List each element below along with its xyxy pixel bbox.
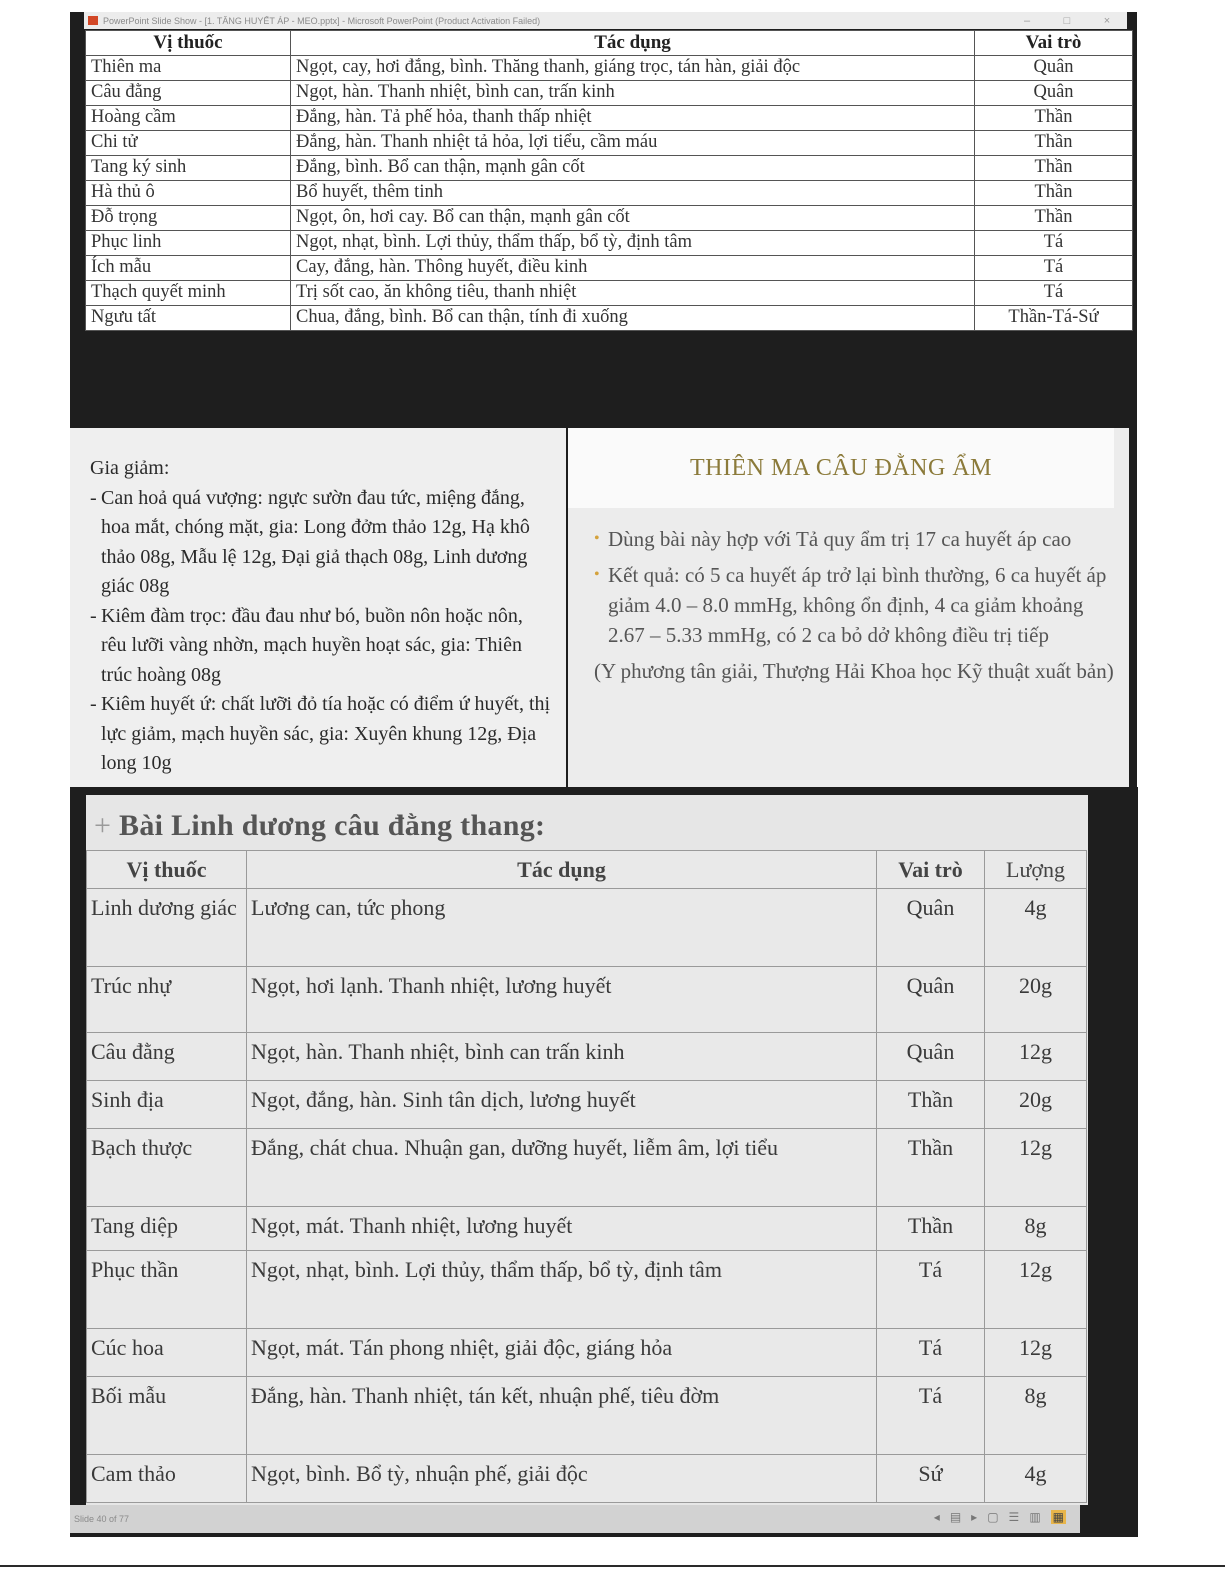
herb-role: Tá bbox=[877, 1377, 985, 1455]
herb-role: Thần bbox=[975, 131, 1133, 156]
herb-name: Ích mẫu bbox=[86, 256, 291, 281]
herb-role: Tá bbox=[975, 281, 1133, 306]
header-effect: Tác dụng bbox=[291, 31, 975, 56]
table-row bbox=[86, 131, 1133, 156]
modifications-panel bbox=[70, 428, 566, 787]
herb-role: Tá bbox=[877, 1329, 985, 1377]
herb-quantity: 12g bbox=[985, 1251, 1087, 1329]
slideshow-window-top bbox=[70, 12, 1137, 424]
herb-effect: Ngọt, nhạt, bình. Lợi thủy, thẩm thấp, bổ tỳ, định tâm bbox=[291, 231, 975, 256]
table-row bbox=[87, 1207, 1087, 1251]
source-citation: (Y phương tân giải, Thượng Hải Khoa học Kỹ thuật xuất bản) bbox=[594, 659, 1114, 683]
herb-effect: Ngọt, nhạt, bình. Lợi thủy, thẩm thấp, bổ tỳ, định tâm bbox=[247, 1251, 877, 1329]
herb-name: Tang diệp bbox=[87, 1207, 247, 1251]
table-row bbox=[86, 306, 1133, 331]
title-bar bbox=[84, 12, 1127, 29]
herb-effect: Ngọt, bình. Bổ tỳ, nhuận phế, giải độc bbox=[247, 1455, 877, 1503]
header-role: Vai trò bbox=[877, 851, 985, 889]
herb-effect: Ngọt, cay, hơi đắng, bình. Thăng thanh, giáng trọc, tán hàn, giải độc bbox=[291, 56, 975, 81]
herb-name: Hoàng cầm bbox=[86, 106, 291, 131]
result-bullet: • Kết quả: có 5 ca huyết áp trở lại bình thường, 6 ca huyết áp giảm 4.0 – 8.0 mmHg, không ổn định, 4 ca giảm khoảng 2.67 – 5.33 mmHg, có 2 ca bỏ dở không điều trị tiếp bbox=[594, 560, 1114, 650]
herb-effect: Chua, đắng, bình. Bổ can thận, tính đi xuống bbox=[291, 306, 975, 331]
herb-role: Tá bbox=[877, 1251, 985, 1329]
herb-effect: Đắng, hàn. Thanh nhiệt, tán kết, nhuận phế, tiêu đờm bbox=[247, 1377, 877, 1455]
herb-effect: Lương can, tức phong bbox=[247, 889, 877, 967]
table-row bbox=[86, 256, 1133, 281]
herb-quantity: 12g bbox=[985, 1329, 1087, 1377]
herb-name: Phục thần bbox=[87, 1251, 247, 1329]
herb-quantity: 4g bbox=[985, 1455, 1087, 1503]
herb-name: Cam thảo bbox=[87, 1455, 247, 1503]
herb-name: Câu đằng bbox=[86, 81, 291, 106]
table-row bbox=[86, 181, 1133, 206]
herb-name: Ngưu tất bbox=[86, 306, 291, 331]
herb-name: Hà thủ ô bbox=[86, 181, 291, 206]
status-bar bbox=[70, 1505, 1080, 1533]
herb-role: Quân bbox=[975, 81, 1133, 106]
close-button[interactable]: × bbox=[1103, 14, 1111, 27]
table-row bbox=[86, 81, 1133, 106]
modification-item: - Kiêm huyết ứ: chất lưỡi đỏ tía hoặc có điểm ứ huyết, thị lực giảm, mạch huyền sác, gia: Xuyên khung 12g, Địa long 10g bbox=[90, 690, 552, 779]
page-divider bbox=[0, 1565, 1225, 1567]
header-effect: Tác dụng bbox=[247, 851, 877, 889]
table-row bbox=[87, 889, 1087, 967]
herb-quantity: 12g bbox=[985, 1033, 1087, 1081]
herb-role: Thần bbox=[975, 181, 1133, 206]
previous-slide-icon[interactable]: ◂ bbox=[933, 1510, 940, 1524]
herb-role: Thần bbox=[975, 156, 1133, 181]
herb-role: Thần bbox=[877, 1207, 985, 1251]
herb-role: Quân bbox=[877, 889, 985, 967]
herb-effect: Ngọt, mát. Tán phong nhiệt, giải độc, giáng hỏa bbox=[247, 1329, 877, 1377]
herb-effect: Đắng, bình. Bổ can thận, mạnh gân cốt bbox=[291, 156, 975, 181]
herb-role: Quân bbox=[975, 56, 1133, 81]
table-row bbox=[86, 56, 1133, 81]
result-body bbox=[594, 524, 1114, 686]
slide-middle bbox=[70, 424, 1137, 787]
herb-name: Thiên ma bbox=[86, 56, 291, 81]
herb-effect: Ngọt, hơi lạnh. Thanh nhiệt, lương huyết bbox=[247, 967, 877, 1033]
table-row bbox=[86, 231, 1133, 256]
slide-title: THIÊN MA CÂU ĐẰNG ẨM bbox=[568, 428, 1114, 508]
table-row bbox=[87, 1329, 1087, 1377]
herb-name: Sinh địa bbox=[87, 1081, 247, 1129]
herb-name: Linh dương giác bbox=[87, 889, 247, 967]
herb-name: Trúc nhự bbox=[87, 967, 247, 1033]
result-bullet: • Dùng bài này hợp với Tả quy ẩm trị 17 ca huyết áp cao bbox=[594, 524, 1114, 554]
slide-heading-text: Bài Linh dương câu đằng thang: bbox=[119, 809, 546, 842]
modification-item: - Kiêm đàm trọc: đầu đau như bó, buồn nôn hoặc nôn, rêu lưỡi vàng nhờn, mạch huyền hoạt sác, gia: Thiên trúc hoàng 08g bbox=[90, 602, 552, 691]
herb-role: Quân bbox=[877, 1033, 985, 1081]
table-row bbox=[86, 281, 1133, 306]
herb-name: Câu đằng bbox=[87, 1033, 247, 1081]
thien-ma-herb-table bbox=[85, 30, 1133, 331]
next-slide-icon[interactable]: ▸ bbox=[971, 1510, 978, 1524]
powerpoint-icon bbox=[88, 16, 98, 25]
herb-name: Bối mẫu bbox=[87, 1377, 247, 1455]
herb-quantity: 4g bbox=[985, 889, 1087, 967]
slideshow-view-icon[interactable]: ▦ bbox=[1052, 1510, 1064, 1524]
herb-effect: Bổ huyết, thêm tinh bbox=[291, 181, 975, 206]
minimize-button[interactable]: – bbox=[1023, 14, 1031, 27]
table-row bbox=[87, 967, 1087, 1033]
slide-sorter-icon[interactable]: ☰ bbox=[1008, 1510, 1020, 1524]
herb-quantity: 8g bbox=[985, 1377, 1087, 1455]
header-herb: Vị thuốc bbox=[87, 851, 247, 889]
modification-item: - Can hoả quá vượng: ngực sườn đau tức, miệng đắng, hoa mắt, chóng mặt, gia: Long đởm thảo 12g, Hạ khô thảo 08g, Mẫu lệ 12g, Đại giả thạch 08g, Linh dương giác 08g bbox=[90, 484, 552, 602]
herb-effect: Ngọt, đắng, hàn. Sinh tân dịch, lương huyết bbox=[247, 1081, 877, 1129]
herb-name: Cúc hoa bbox=[87, 1329, 247, 1377]
slide-heading bbox=[94, 809, 545, 843]
herb-effect: Ngọt, hàn. Thanh nhiệt, bình can, trấn kinh bbox=[291, 81, 975, 106]
window-title: PowerPoint Slide Show - [1. TĂNG HUYẾT ÁP - MEO.pptx] - Microsoft PowerPoint (Product Activation Failed) bbox=[103, 15, 541, 26]
herb-effect: Đắng, hàn. Tả phế hỏa, thanh thấp nhiệt bbox=[291, 106, 975, 131]
herb-role: Tá bbox=[975, 231, 1133, 256]
herb-effect: Đắng, chát chua. Nhuận gan, dưỡng huyết, liễm âm, lợi tiểu bbox=[247, 1129, 877, 1207]
herb-role: Thần bbox=[975, 106, 1133, 131]
herb-name: Đỗ trọng bbox=[86, 206, 291, 231]
herb-role: Thần bbox=[877, 1129, 985, 1207]
clinical-result-panel bbox=[568, 428, 1129, 787]
herb-name: Bạch thược bbox=[87, 1129, 247, 1207]
slide-bottom bbox=[86, 795, 1088, 1505]
herb-effect: Ngọt, hàn. Thanh nhiệt, bình can trấn kinh bbox=[247, 1033, 877, 1081]
table-row bbox=[87, 1377, 1087, 1455]
herb-effect: Ngọt, ôn, hơi cay. Bổ can thận, mạnh gân cốt bbox=[291, 206, 975, 231]
table-row bbox=[87, 1033, 1087, 1081]
herb-role: Sứ bbox=[877, 1455, 985, 1503]
herb-quantity: 20g bbox=[985, 1081, 1087, 1129]
herb-name: Chi tử bbox=[86, 131, 291, 156]
slideshow-controls bbox=[934, 1510, 1066, 1524]
herb-name: Thạch quyết minh bbox=[86, 281, 291, 306]
herb-role: Thần bbox=[877, 1081, 985, 1129]
herb-quantity: 12g bbox=[985, 1129, 1087, 1207]
herb-name: Phục linh bbox=[86, 231, 291, 256]
reading-view-icon[interactable]: ▥ bbox=[1029, 1510, 1041, 1524]
plus-icon: + bbox=[94, 809, 112, 842]
normal-view-icon[interactable]: ▢ bbox=[987, 1510, 999, 1524]
linh-duong-herb-table bbox=[86, 850, 1087, 1503]
herb-role: Thần-Tá-Sứ bbox=[975, 306, 1133, 331]
table-header-row bbox=[87, 851, 1087, 889]
herb-quantity: 20g bbox=[985, 967, 1087, 1033]
table-row bbox=[86, 156, 1133, 181]
table-row bbox=[87, 1081, 1087, 1129]
header-quantity: Lượng bbox=[985, 851, 1087, 889]
herb-effect: Ngọt, mát. Thanh nhiệt, lương huyết bbox=[247, 1207, 877, 1251]
slideshow-window-bottom bbox=[70, 787, 1138, 1537]
table-row bbox=[87, 1455, 1087, 1503]
herb-role: Quân bbox=[877, 967, 985, 1033]
herb-quantity: 8g bbox=[985, 1207, 1087, 1251]
header-role: Vai trò bbox=[975, 31, 1133, 56]
slide-indicator: Slide 40 of 77 bbox=[74, 1514, 130, 1524]
table-row bbox=[86, 106, 1133, 131]
table-header-row bbox=[86, 31, 1133, 56]
herb-role: Thần bbox=[975, 206, 1133, 231]
herb-effect: Trị sốt cao, ăn không tiêu, thanh nhiệt bbox=[291, 281, 975, 306]
table-row bbox=[87, 1129, 1087, 1207]
slide-menu-icon[interactable]: ▤ bbox=[949, 1510, 962, 1524]
herb-effect: Cay, đắng, hàn. Thông huyết, điều kinh bbox=[291, 256, 975, 281]
maximize-button[interactable]: □ bbox=[1063, 14, 1071, 27]
herb-role: Tá bbox=[975, 256, 1133, 281]
modifications-heading: Gia giảm: bbox=[90, 457, 170, 479]
header-herb: Vị thuốc bbox=[86, 31, 291, 56]
herb-effect: Đắng, hàn. Thanh nhiệt tả hỏa, lợi tiểu, cầm máu bbox=[291, 131, 975, 156]
table-row bbox=[87, 1251, 1087, 1329]
table-row bbox=[86, 206, 1133, 231]
herb-name: Tang ký sinh bbox=[86, 156, 291, 181]
